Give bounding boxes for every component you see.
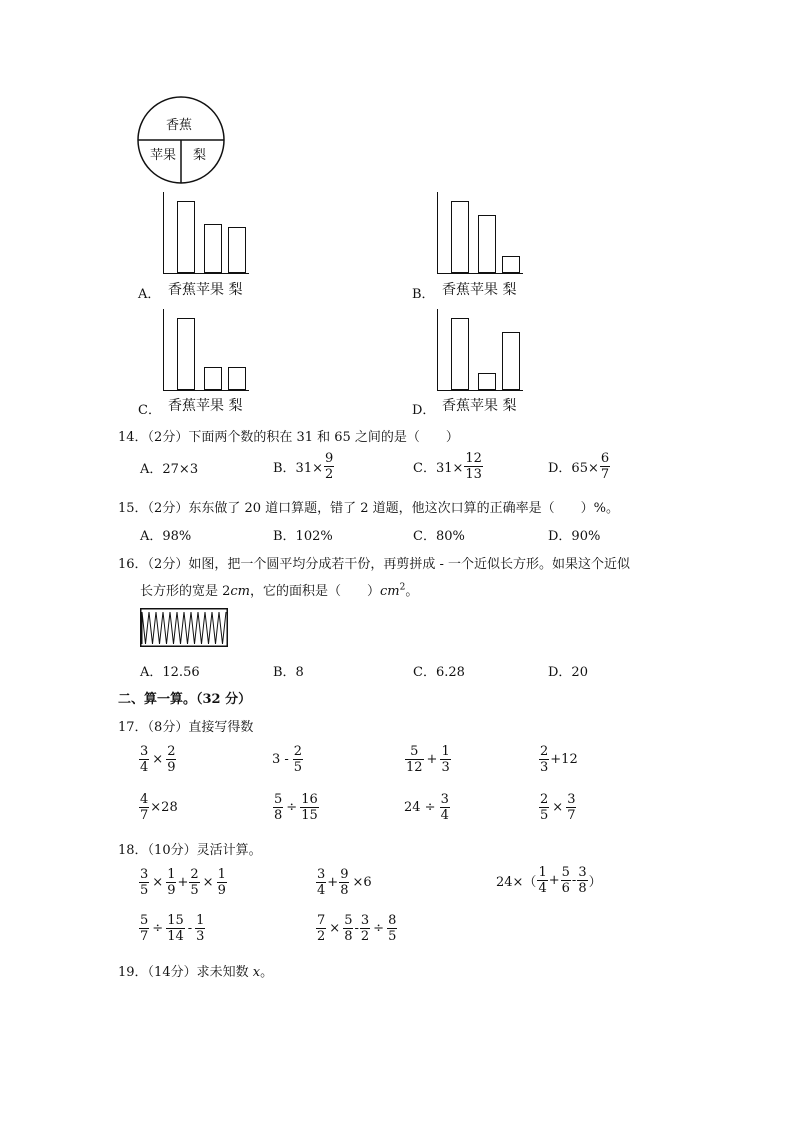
option-label: A． [138,287,161,302]
bar-pear [502,332,520,390]
x-axis [163,273,249,274]
q15-option-a[interactable]: A．98% [140,529,192,544]
option-label: D． [412,403,436,418]
bar-apple [478,373,496,390]
bar-pear [502,256,520,273]
q18-expr-2: $\frac{3}{4}$ + $\frac{9}{8}$ ×6 [317,867,372,898]
x-axis [163,390,249,391]
q18-stem: 18．（10分）灵活计算。 [118,843,262,858]
q17-expr-7: 24 ÷ $\frac{3}{4}$ [404,792,449,823]
q16-option-b[interactable]: B．8 [273,665,304,680]
q16-stem-line2: 长方形的宽是 2cm，它的面积是（ ）$cm^2$。 [140,582,419,599]
category-labels: 香蕉苹果 梨 [168,282,243,298]
q14-option-a[interactable]: A．27×3 [140,462,199,477]
bar-banana [451,201,469,273]
q15-option-d[interactable]: D．90% [548,529,601,544]
bar-pear [228,227,246,273]
fruit-pie-chart [136,95,226,185]
bar-apple [204,224,222,273]
q19-stem: 19．（14分）求未知数 x。 [118,965,274,980]
q14-option-c[interactable] [413,451,484,482]
bar-apple [204,367,222,390]
q14-option-c-prefix: C．31× [413,461,464,476]
category-labels: 香蕉苹果 梨 [168,398,243,414]
q15-option-b[interactable]: B．102% [273,529,333,544]
category-labels: 香蕉苹果 梨 [442,282,517,298]
category-labels: 香蕉苹果 梨 [442,398,517,414]
bar-pear [228,367,246,390]
y-axis [163,192,164,273]
q18-expr-1: $\frac{3}{5}$ × $\frac{1}{9}$ + $\frac{2}{5}$ × $\frac{1}{9}$ [140,867,226,898]
q17-expr-8: $\frac{2}{5}$ × $\frac{3}{7}$ [540,792,576,823]
y-axis [437,192,438,273]
q14-option-d[interactable] [548,451,611,482]
q17-expr-2: 3 - $\frac{2}{5}$ [272,744,303,775]
pie-label-pear: 梨 [193,148,207,163]
q16-option-d[interactable]: D．20 [548,665,588,680]
y-axis [437,309,438,390]
q18-expr-3: 24×（ $\frac{1}{4}$ + $\frac{5}{6}$ - $\frac{3}{8}$ ） [496,865,602,896]
option-label: B． [412,287,435,302]
q15-option-c[interactable]: C．80% [413,529,465,544]
fraction: $\frac{12}{13}$ [465,451,482,482]
bar-banana [177,318,195,390]
q18-expr-4: $\frac{5}{7}$ ÷ $\frac{15}{14}$ - $\frac{1}{3}$ [140,913,205,944]
q16-stem-line1: 16．（2分）如图，把一个圆平均分成若干份，再剪拼成 - 一个近似长方形。如果这个近似 [118,557,630,572]
pie-label-banana: 香蕉 [166,118,193,133]
q18-expr-5: $\frac{7}{2}$ × $\frac{5}{8}$ - $\frac{3}{2}$ ÷ $\frac{8}{5}$ [317,913,397,944]
y-axis [163,309,164,390]
q14-stem: 14．（2分）下面两个数的积在 31 和 65 之间的是（ ） [118,430,459,445]
q14-option-b[interactable] [273,451,335,482]
pie-label-apple: 苹果 [150,148,177,163]
bar-banana [177,201,195,273]
q14-option-d-prefix: D．65× [548,461,599,476]
q17-expr-1: $\frac{3}{4}$ × $\frac{2}{9}$ [140,744,176,775]
q17-expr-4: $\frac{2}{3}$ +12 [540,744,578,775]
option-label: C． [138,403,161,418]
q14-option-b-prefix: B．31× [273,461,323,476]
q17-expr-6: $\frac{5}{8}$ ÷ $\frac{16}{15}$ [274,792,318,823]
fraction: $\frac{9}{2}$ [325,451,334,482]
q17-stem: 17．（8分）直接写得数 [118,720,254,735]
bar-banana [451,318,469,390]
fraction: $\frac{6}{7}$ [600,451,610,482]
x-axis [437,390,523,391]
q16-option-c[interactable]: C．6.28 [413,665,465,680]
q17-expr-5: $\frac{4}{7}$ ×28 [140,792,178,823]
bar-apple [478,215,496,273]
q16-option-a[interactable]: A．12.56 [140,665,200,680]
x-axis [437,273,523,274]
approx-rectangle-figure [140,608,228,648]
section-2-title: 二、算一算。（32 分） [118,692,252,707]
q15-stem: 15．（2分）东东做了 20 道口算题，错了 2 道题，他这次口算的正确率是（ ）%。 [118,501,620,516]
q17-expr-3: $\frac{5}{12}$ + $\frac{1}{3}$ [406,744,450,775]
